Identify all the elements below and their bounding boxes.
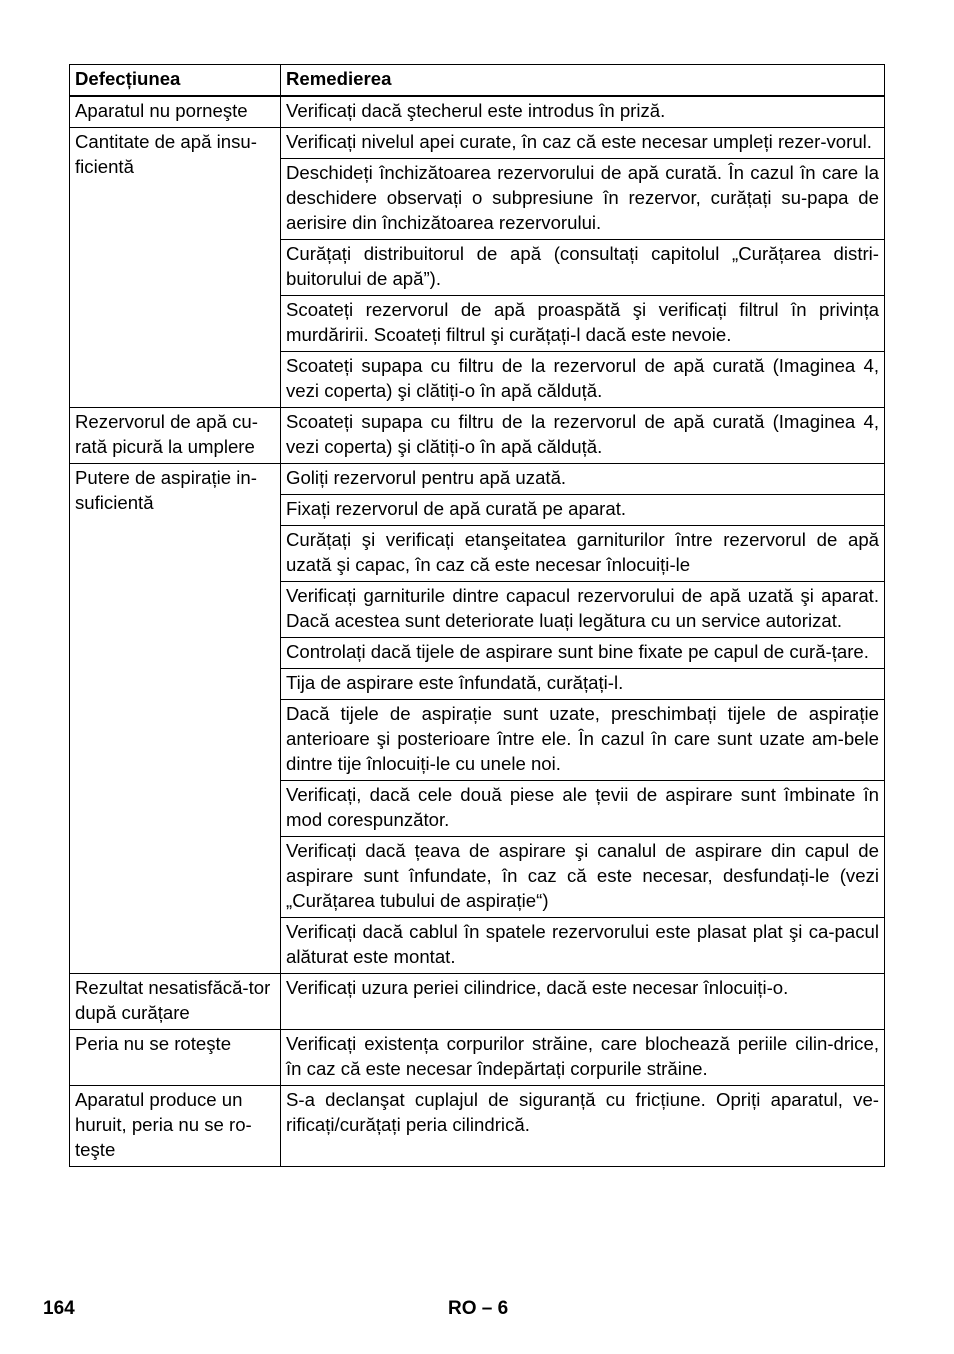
header-fault: Defecțiunea [70,65,281,97]
remedy-cell: Curățați şi verificați etanşeitatea garniturilor între rezervorul de apă uzată şi capac, în caz că este necesar înlocuiți-le [281,526,885,582]
remedy-cell: Curățați distribuitorul de apă (consultați capitolul „Curățarea distri-buitorului de apă”). [281,240,885,296]
fault-cell: Peria nu se roteşte [70,1030,281,1086]
table-row [70,974,885,1030]
remedy-cell: Verificați dacă cablul în spatele rezervorului este plasat plat şi ca-pacul alăturat este montat. [281,918,885,974]
remedy-cell: Verificați, dacă cele două piese ale țevii de aspirare sunt îmbinate în mod corespunzător. [281,781,885,837]
page-number: 164 [43,1298,75,1319]
remedy-cell: Verificați uzura periei cilindrice, dacă este necesar înlocuiți-o. [281,974,885,1030]
remedy-cell: Verificați garniturile dintre capacul rezervorului de apă uzată şi aparat. Dacă acestea sunt deteriorate luați legătura cu un service autorizat. [281,582,885,638]
remedy-cell: Scoateți rezervorul de apă proaspătă şi verificați filtrul în privința murdăririi. Scoateți filtrul şi curățați-l dacă este nevoie. [281,296,885,352]
table-row [70,1030,885,1086]
remedy-cell: S-a declanşat cuplajul de siguranță cu fricțiune. Opriți aparatul, ve-rificați/curățați peria cilindrică. [281,1086,885,1167]
troubleshooting-table [69,64,885,1167]
fault-cell: Cantitate de apă insu-ficientă [70,128,281,408]
remedy-cell: Scoateți supapa cu filtru de la rezervorul de apă curată (Imaginea 4, vezi coperta) şi clătiți-o în apă călduță. [281,408,885,464]
remedy-cell: Verificați dacă țeava de aspirare şi canalul de aspirare din capul de aspirare sunt înfundate, în caz că este necesar, desfundați-le (vezi „Curățarea tubului de aspirație“) [281,837,885,918]
remedy-cell: Verificați dacă ştecherul este introdus în priză. [281,96,885,128]
remedy-cell: Tija de aspirare este înfundată, curățați-l. [281,669,885,700]
remedy-cell: Verificați nivelul apei curate, în caz că este necesar umpleți rezer-vorul. [281,128,885,159]
remedy-cell: Fixați rezervorul de apă curată pe aparat. [281,495,885,526]
fault-cell: Aparatul produce un huruit, peria nu se ro-teşte [70,1086,281,1167]
remedy-cell: Scoateți supapa cu filtru de la rezervorul de apă curată (Imaginea 4, vezi coperta) şi clătiți-o în apă călduță. [281,352,885,408]
table-header-row [70,65,885,97]
remedy-cell: Verificați existența corpurilor străine, care blochează periile cilin-drice, în caz că este necesar îndepărtați corpurile străine. [281,1030,885,1086]
table-row [70,96,885,128]
remedy-cell: Dacă tijele de aspirație sunt uzate, preschimbați tijele de aspirație anterioare şi posterioare între ele. În cazul în care sunt uzate am-bele dintre tije înlocuiți-le cu unele noi. [281,700,885,781]
fault-cell: Rezultat nesatisfăcă-tor după curățare [70,974,281,1030]
table-body [70,96,885,1167]
table-row [70,1086,885,1167]
table-row [70,464,885,495]
remedy-cell: Goliți rezervorul pentru apă uzată. [281,464,885,495]
fault-cell: Aparatul nu porneşte [70,96,281,128]
table-row [70,128,885,159]
fault-cell: Putere de aspirație in-suficientă [70,464,281,974]
header-remedy: Remedierea [281,65,885,97]
table-row [70,408,885,464]
remedy-cell: Controlați dacă tijele de aspirare sunt bine fixate pe capul de cură-țare. [281,638,885,669]
section-label: RO – 6 [448,1298,509,1319]
remedy-cell: Deschideți închizătoarea rezervorului de apă curată. În cazul în care la deschidere observați o subpresiune în rezervor, curățați su-papa de aerisire din închizătoarea rezervorului. [281,159,885,240]
fault-cell: Rezervorul de apă cu-rată picură la umplere [70,408,281,464]
